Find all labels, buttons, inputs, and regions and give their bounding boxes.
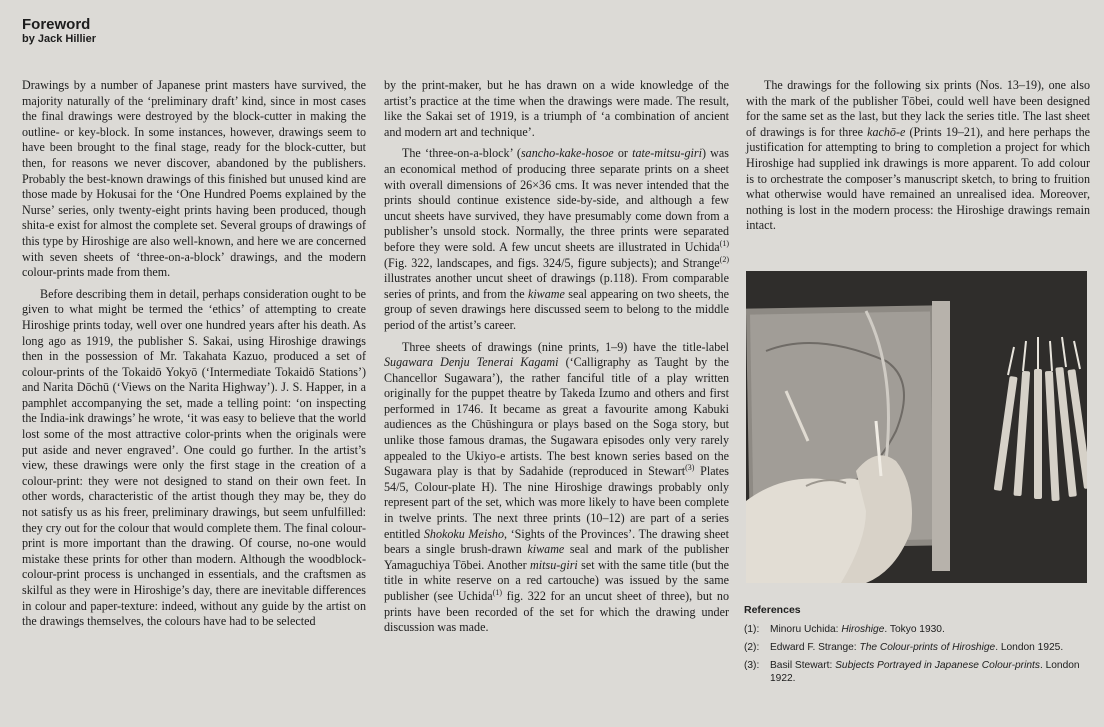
text-column-1	[22, 78, 366, 636]
reference-item	[744, 641, 1094, 654]
paragraph-text: Drawings by a number of Japanese print masters have survived, the majority naturally of the ‘preliminary draft’ kind, since in most cases the final drawings were destroyed by the block-cutter in making the outline- or key-block. In some instances, however, drawings seem to have been brought to the final stage, ready for the block-cutter, but then, for reasons we never discover, abandoned by the publishers. Probably the best-known drawings of this finished but unused kind are those made by Hokusai for the ‘One Hundred Poems explained by the Nurse’ series, only twenty-eight prints having been produced, though shita-e exist for almost the complete set. Several groups of drawings of this type by Hiroshige are also well-known, and here we are concerned with seven sheets of ‘three-on-a-block’ drawings, and the modern colour-prints made from them.	[22, 78, 366, 280]
italic-term: Shokoku Meisho	[423, 526, 505, 541]
paragraph-text: Before describing them in detail, perhaps consideration ought to be given to what might be termed the ‘ethics’ of attempting to create Hiroshige prints today, well over one hundred years after his death. As long ago as 1919, the publisher S. Sakai, using Hiroshige drawings then in the possession of Mr. Takahata Kazuo, produced a set of colour-prints of the Tokaidō Yokyō (‘Intermediate Tokaidō Stations’) and Narita Dōchū (‘Views on the Narita Highway’). J. S. Happer, in a pamphlet accompanying the set, made a telling point: ‘on inspecting the India-ink drawings’ he wrote, ‘it was easy to believe that the world lost some of the most attractive color-prints when the originals were put aside and never engraved’. One could go further. In the artist’s view, these drawings were only the first stage in the creation of a colour-print: they were not designed to stand on their own feet. In other words, characteristic of the artist though they may be, they do not satisfy us as his freer, preliminary drawings, but seem unfulfilled: they cry out for the colour that would complete them. The final colour-print is more important than the drawing. Of course, no-one would mistake these prints for other than modern. Although the woodblock-colour-print process is unchanged in essentials, and the craftsmen as skilful as they were in Hiroshige’s day, there are inevitable differences in colour and paper-texture: indeed, without any guide by the artist on the drawings themselves, the colours have had to be selected	[22, 286, 366, 629]
text-run: (Fig. 322, landscapes, and figs. 324/5, figure subjects); and Strange	[384, 255, 720, 270]
reference-item	[744, 623, 1094, 636]
reference-number: (2):	[744, 642, 760, 653]
paragraph	[22, 78, 366, 281]
reference-text	[770, 641, 1094, 654]
italic-term: Sugawara Denju Tenerai Kagami	[384, 355, 559, 370]
paragraph	[384, 78, 729, 140]
article-title: Foreword	[22, 16, 91, 33]
text-run: (‘Calligraphy as Taught by the Chancellor Sugawara’), the rather fanciful title of a play written originally for the puppet theatre by Takeda Izumo and others and first performed in 1746. It became as great a favourite among Kabuki audiences as the Chūshingura or plays based on the Soga story, but unlike those famous dramas, the Sugawara episodes only very rarely appealed to the Ukiyo-e artists. The best known series based on the Sugawara play is that by Sadahide (reproduced in Stewart	[384, 355, 729, 479]
italic-term: sancho-kake-hosoe	[520, 146, 614, 161]
photograph-carver-at-work	[746, 271, 1087, 583]
reference-title: The Colour-prints of Hiroshige	[859, 642, 996, 653]
text-run: seal and mark of the publisher Yamaguchiya Tōbei. Another	[384, 542, 729, 572]
footnote-ref: (1)	[719, 238, 729, 248]
italic-term: kiwame	[527, 286, 565, 301]
text-column-3	[746, 78, 1090, 240]
reference-number: (3):	[744, 660, 760, 671]
references-heading: References	[744, 604, 801, 616]
reference-item	[744, 659, 1094, 685]
photo-illustration	[746, 271, 1087, 583]
text-run: Plates 54/5, Colour-plate H). The nine Hiroshige drawings probably only represent part of the set, which was more likely to have been complete in twelve prints. The next three prints (10–12) are part of a series entitled	[384, 464, 729, 541]
reference-title: Subjects Portrayed in Japanese Colour-prints	[835, 660, 1040, 671]
italic-term: kiwame	[527, 542, 565, 557]
reference-author: Minoru Uchida:	[770, 624, 842, 635]
text-run: seal appearing on two sheets, the group of seven drawings here discussed seem to belong to the middle period of the artist’s career.	[384, 286, 729, 332]
paragraph	[22, 287, 366, 630]
text-run: , ‘Sights of the Provinces’. The drawing sheet bears a single brush-drawn	[384, 526, 729, 557]
text-run: or	[613, 146, 633, 161]
reference-author: Basil Stewart:	[770, 660, 836, 671]
text-run: Three sheets of drawings (nine prints, 1–9) have the title-label	[402, 339, 729, 354]
reference-author: Edward F. Strange:	[770, 642, 860, 653]
reference-text	[770, 659, 1094, 685]
footnote-ref: (3)	[685, 463, 695, 473]
text-run: The ‘three-on-a-block’ (	[402, 146, 521, 161]
author-byline: by Jack Hillier	[22, 33, 96, 45]
reference-pub: . London 1925.	[995, 642, 1064, 653]
reference-number: (1):	[744, 624, 760, 635]
text-run: ) was an economical method of producing three separate prints on a sheet with overall dimensions of 26×36 cms. It was never intended that the prints should continue existence side-by-side, and although a few uncut sheets have survived, they have presumably come down from a publisher’s unsold stock. Normally, the three prints were separated before they were sold. A few uncut sheets are illustrated in Uchida	[384, 146, 729, 254]
italic-term: tate-mitsu-giri	[632, 146, 702, 161]
reference-title: Hiroshige	[841, 624, 885, 635]
paragraph-text: by the print-maker, but he has drawn on a wide knowledge of the artist’s practice at the time when the drawings were made. The result, like the Sakai set of 1919, is a triumph of ‘a combination of ancient and modern art and technique’.	[384, 78, 729, 139]
text-run: (Prints 19–21), and here perhaps the justification for attempting to bring to completion a project for which Hiroshige had supplied ink drawings is more apparent. To add colour is to orchestrate the composer’s manuscript sketch, to bring to fruition what otherwise would have remained an unrealised idea. Moreover, nothing is lost in the modern process: the Hiroshige drawings remain intact.	[746, 124, 1090, 233]
reference-text	[770, 623, 1094, 636]
text-run: illustrates another uncut sheet of drawings (p.118). From comparable series of prints, and from the	[384, 271, 729, 301]
paragraph	[384, 146, 729, 333]
italic-term: mitsu-giri	[530, 557, 578, 572]
footnote-ref: (2)	[719, 254, 729, 264]
paragraph	[746, 78, 1090, 234]
paragraph	[384, 340, 729, 636]
footnote-ref: (1)	[492, 587, 502, 597]
reference-pub: . Tokyo 1930.	[884, 624, 945, 635]
references-section	[744, 604, 1094, 690]
reference-pub: . London 1922.	[770, 660, 1080, 684]
text-run: The drawings for the following six prints (Nos. 13–19), one also with the mark of the publisher Tōbei, could well have been designed for the same set as the last, but they lack the series title. The last sheet of drawings is for three	[746, 78, 1090, 139]
italic-term: kachō-e	[867, 124, 906, 139]
text-column-2	[384, 78, 729, 642]
text-run: set with the same title (but the title in white reserve on a red cartouche) was issued by the same publisher (see Uchida	[384, 557, 729, 603]
text-run: fig. 322 for an uncut sheet of three), but no prints have been recorded of the set for which the drawing under discussion was made.	[384, 589, 729, 635]
